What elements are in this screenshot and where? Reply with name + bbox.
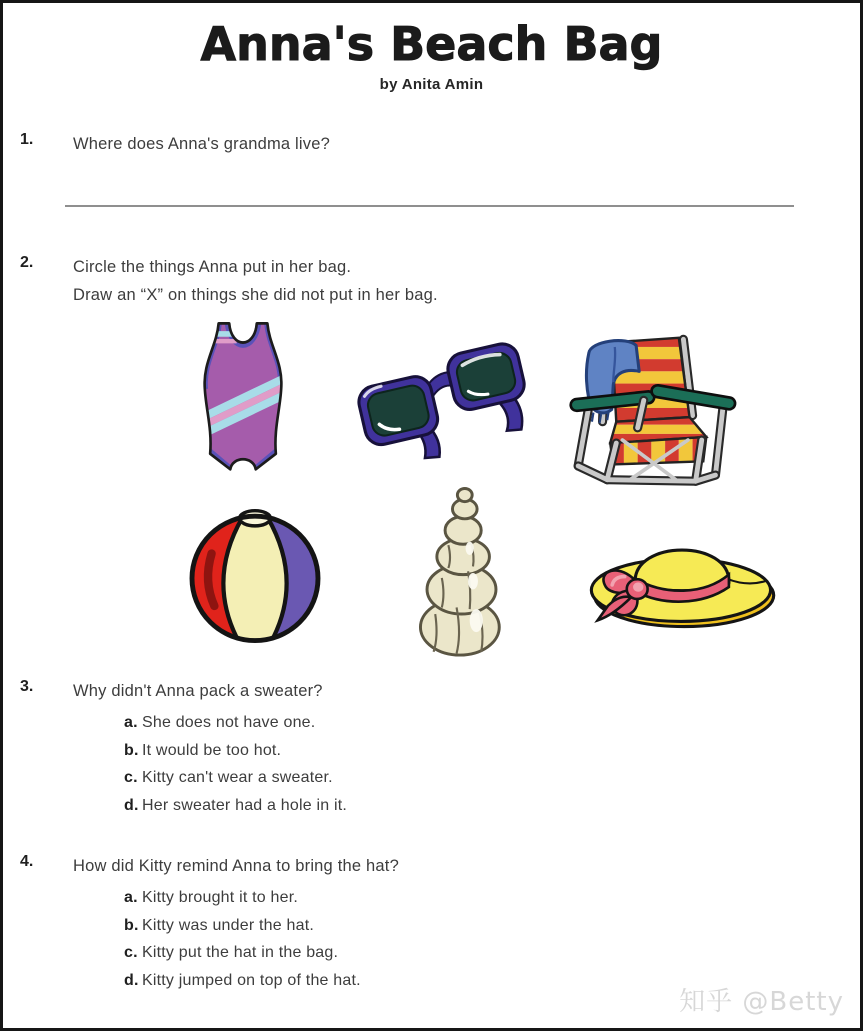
question-1-text: Where does Anna's grandma live? [73,135,330,153]
option-letter: b. [124,916,139,934]
option-letter: b. [124,741,139,759]
question-2 [3,253,860,309]
option-text: Kitty brought it to her. [142,889,298,906]
watermark: 知乎 @Betty [679,987,844,1017]
option-text: Kitty jumped on top of the hat. [142,971,361,989]
sunglasses-image[interactable] [354,331,528,461]
question-4-number: 4. [20,853,34,870]
q3-option-a[interactable] [124,714,860,742]
q4-option-c[interactable] [124,944,860,972]
question-1 [3,130,860,158]
question-3-number: 3. [20,678,34,695]
question-1-answer-line[interactable] [65,205,794,207]
page-title: Anna's Beach Bag [200,17,663,71]
sunglasses-icon [354,331,528,461]
question-3-options [124,714,860,824]
q4-option-b[interactable] [124,917,860,945]
option-text: Her sweater had a hole in it. [142,796,348,814]
beach-ball-image[interactable] [185,501,325,653]
option-text: Kitty can't wear a sweater. [142,769,333,787]
q3-option-d[interactable] [124,797,860,825]
option-letter: d. [124,971,139,989]
question-3 [3,677,860,824]
option-text: Kitty put the hat in the bag. [142,944,339,962]
option-text: She does not have one. [142,714,316,731]
q4-option-a[interactable] [124,889,860,917]
option-letter: c. [124,769,138,787]
seashell-icon [412,486,511,660]
option-letter: a. [124,889,138,906]
seashell-image[interactable] [412,486,511,660]
question-4-text: How did Kitty remind Anna to bring the hat? [73,857,399,875]
swimsuit-image[interactable] [190,320,296,476]
worksheet-header [3,17,860,93]
sun-hat-image[interactable] [583,518,781,631]
q3-option-c[interactable] [124,769,860,797]
question-3-text: Why didn't Anna pack a sweater? [73,682,323,700]
question-4 [3,852,860,999]
option-letter: c. [124,944,138,962]
question-2-line2: Draw an “X” on things she did not put in her bag. [73,286,438,304]
option-text: Kitty was under the hat. [142,916,315,934]
beach-chair-image[interactable] [569,333,749,486]
byline: by Anita Amin [379,76,484,93]
beach-chair-icon [569,333,749,486]
sun-hat-icon [583,518,781,631]
option-text: It would be too hot. [142,741,282,759]
swimsuit-icon [190,320,296,476]
question-1-number: 1. [20,131,34,148]
beach-ball-icon [185,501,325,653]
question-2-number: 2. [20,254,34,271]
question-2-line1: Circle the things Anna put in her bag. [73,258,352,276]
q3-option-b[interactable] [124,742,860,770]
option-letter: d. [124,796,139,814]
option-letter: a. [124,714,138,731]
